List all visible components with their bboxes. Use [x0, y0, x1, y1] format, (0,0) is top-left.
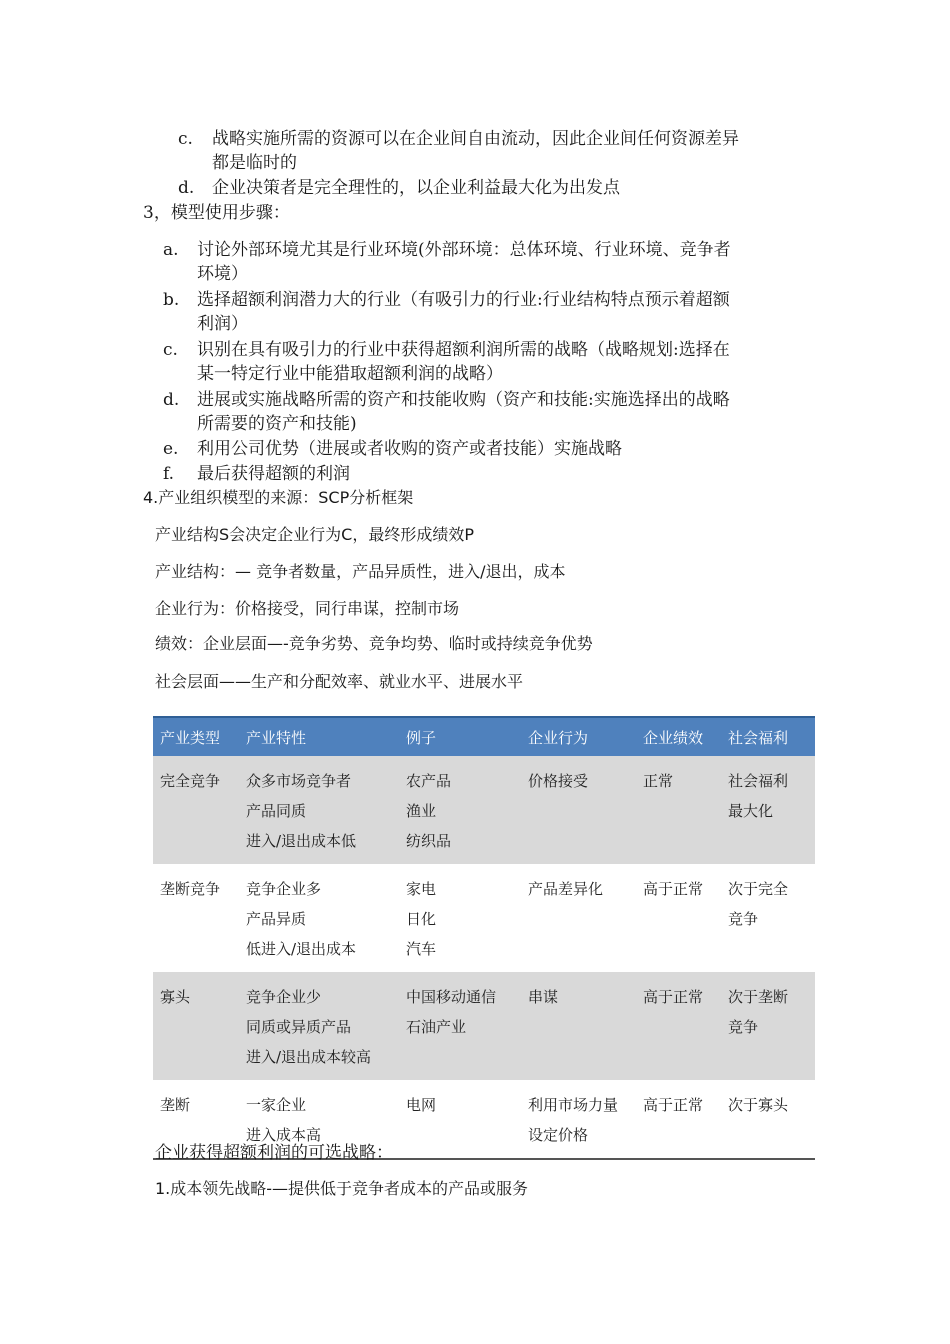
table-cell: 高于正常 — [636, 972, 721, 1080]
table-cell: 一家企业 进入成本高 — [239, 1080, 399, 1159]
table-cell: 电网 — [399, 1080, 521, 1159]
table-cell: 产品差异化 — [528, 880, 604, 898]
list-marker: b. — [163, 290, 180, 310]
table-cell: 农产品 渔业 纺织品 — [399, 756, 521, 864]
list-text: 最后获得超额的利润 — [197, 464, 350, 484]
table-header: 产业类型 — [153, 717, 239, 756]
table-header: 例子 — [399, 717, 521, 756]
table-cell: 价格接受 — [521, 756, 636, 864]
list-text: 某一特定行业中能猎取超额利润的战略） — [197, 364, 503, 384]
industry-type-table — [153, 716, 815, 1160]
table-cell: 高于正常 — [643, 880, 704, 898]
list-text: 利用公司优势（进展或者收购的资产或者技能）实施战略 — [197, 439, 622, 459]
list-text: 都是临时的 — [212, 153, 297, 173]
table-cell: 次于完全 竞争 — [728, 880, 789, 928]
table-header-row — [153, 717, 815, 756]
table-cell: 次于垄断 竞争 — [721, 972, 815, 1080]
table-cell: 次于寡头 — [721, 1080, 815, 1159]
list-marker: d. — [178, 178, 195, 198]
list-text: 企业决策者是完全理性的，以企业利益最大化为出发点 — [212, 178, 620, 198]
list-marker: c. — [178, 129, 193, 149]
table-cell: 社会福利 最大化 — [721, 756, 815, 864]
table-cell: 完全竞争 — [153, 756, 239, 864]
table-cell: 众多市场竞争者 产品同质 进入/退出成本低 — [239, 756, 399, 864]
list-text: 利润） — [197, 314, 248, 334]
list-text: 讨论外部环境尤其是行业环境(外部环境：总体环境、行业环境、竞争者 — [197, 240, 731, 260]
list-marker: e. — [163, 439, 179, 459]
table-cell: 利用市场力量 设定价格 — [521, 1080, 636, 1159]
list-marker: c. — [163, 340, 178, 360]
table-cell: 串谋 — [521, 972, 636, 1080]
paragraph: 企业获得超额利润的可选战略： — [155, 1143, 393, 1163]
table-cell: 高于正常 — [636, 1080, 721, 1159]
table-header: 社会福利 — [721, 717, 815, 756]
table-cell: 寡头 — [153, 972, 239, 1080]
table-header: 企业绩效 — [636, 717, 721, 756]
list-marker: a. — [163, 240, 179, 260]
paragraph: 1.成本领先战略-—提供低于竞争者成本的产品或服务 — [155, 1179, 529, 1198]
table-header: 产业特性 — [239, 717, 399, 756]
paragraph: 绩效：企业层面—-竞争劣势、竞争均势、临时或持续竞争优势 — [155, 634, 593, 653]
table-header: 企业行为 — [521, 717, 636, 756]
table-cell: 中国移动通信 石油产业 — [399, 972, 521, 1080]
table-row — [153, 756, 815, 864]
list-text: 环境） — [197, 264, 248, 284]
table-cell: 竞争企业多 产品异质 低进入/退出成本 — [246, 880, 357, 958]
paragraph: 产业结构：— 竞争者数量，产品异质性，进入/退出，成本 — [155, 562, 566, 581]
section-heading: 3，模型使用步骤： — [143, 203, 290, 223]
list-text: 战略实施所需的资源可以在企业间自由流动，因此企业间任何资源差异 — [212, 129, 739, 149]
table-row — [153, 972, 815, 1080]
paragraph: 企业行为：价格接受，同行串谋，控制市场 — [155, 599, 460, 618]
paragraph: 社会层面——生产和分配效率、就业水平、进展水平 — [155, 672, 524, 691]
list-text: 识别在具有吸引力的行业中获得超额利润所需的战略（战略规划:选择在 — [197, 340, 730, 360]
table-cell: 垄断竞争 — [160, 880, 221, 898]
list-text: 选择超额利润潜力大的行业（有吸引力的行业:行业结构特点预示着超额 — [197, 290, 730, 310]
list-marker: f. — [163, 464, 175, 484]
section-heading: 4.产业组织模型的来源：SCP分析框架 — [143, 488, 414, 507]
table-row — [153, 864, 815, 972]
list-marker: d. — [163, 390, 180, 410]
table-cell: 竞争企业少 同质或异质产品 进入/退出成本较高 — [239, 972, 399, 1080]
table-cell: 家电 日化 汽车 — [406, 880, 437, 958]
table-cell: 垄断 — [153, 1080, 239, 1159]
table-cell: 正常 — [636, 756, 721, 864]
list-text: 进展或实施战略所需的资产和技能收购（资产和技能:实施选择出的战略 — [197, 390, 730, 410]
list-text: 所需要的资产和技能) — [197, 414, 357, 434]
paragraph: 产业结构S会决定企业行为C，最终形成绩效P — [155, 525, 474, 544]
